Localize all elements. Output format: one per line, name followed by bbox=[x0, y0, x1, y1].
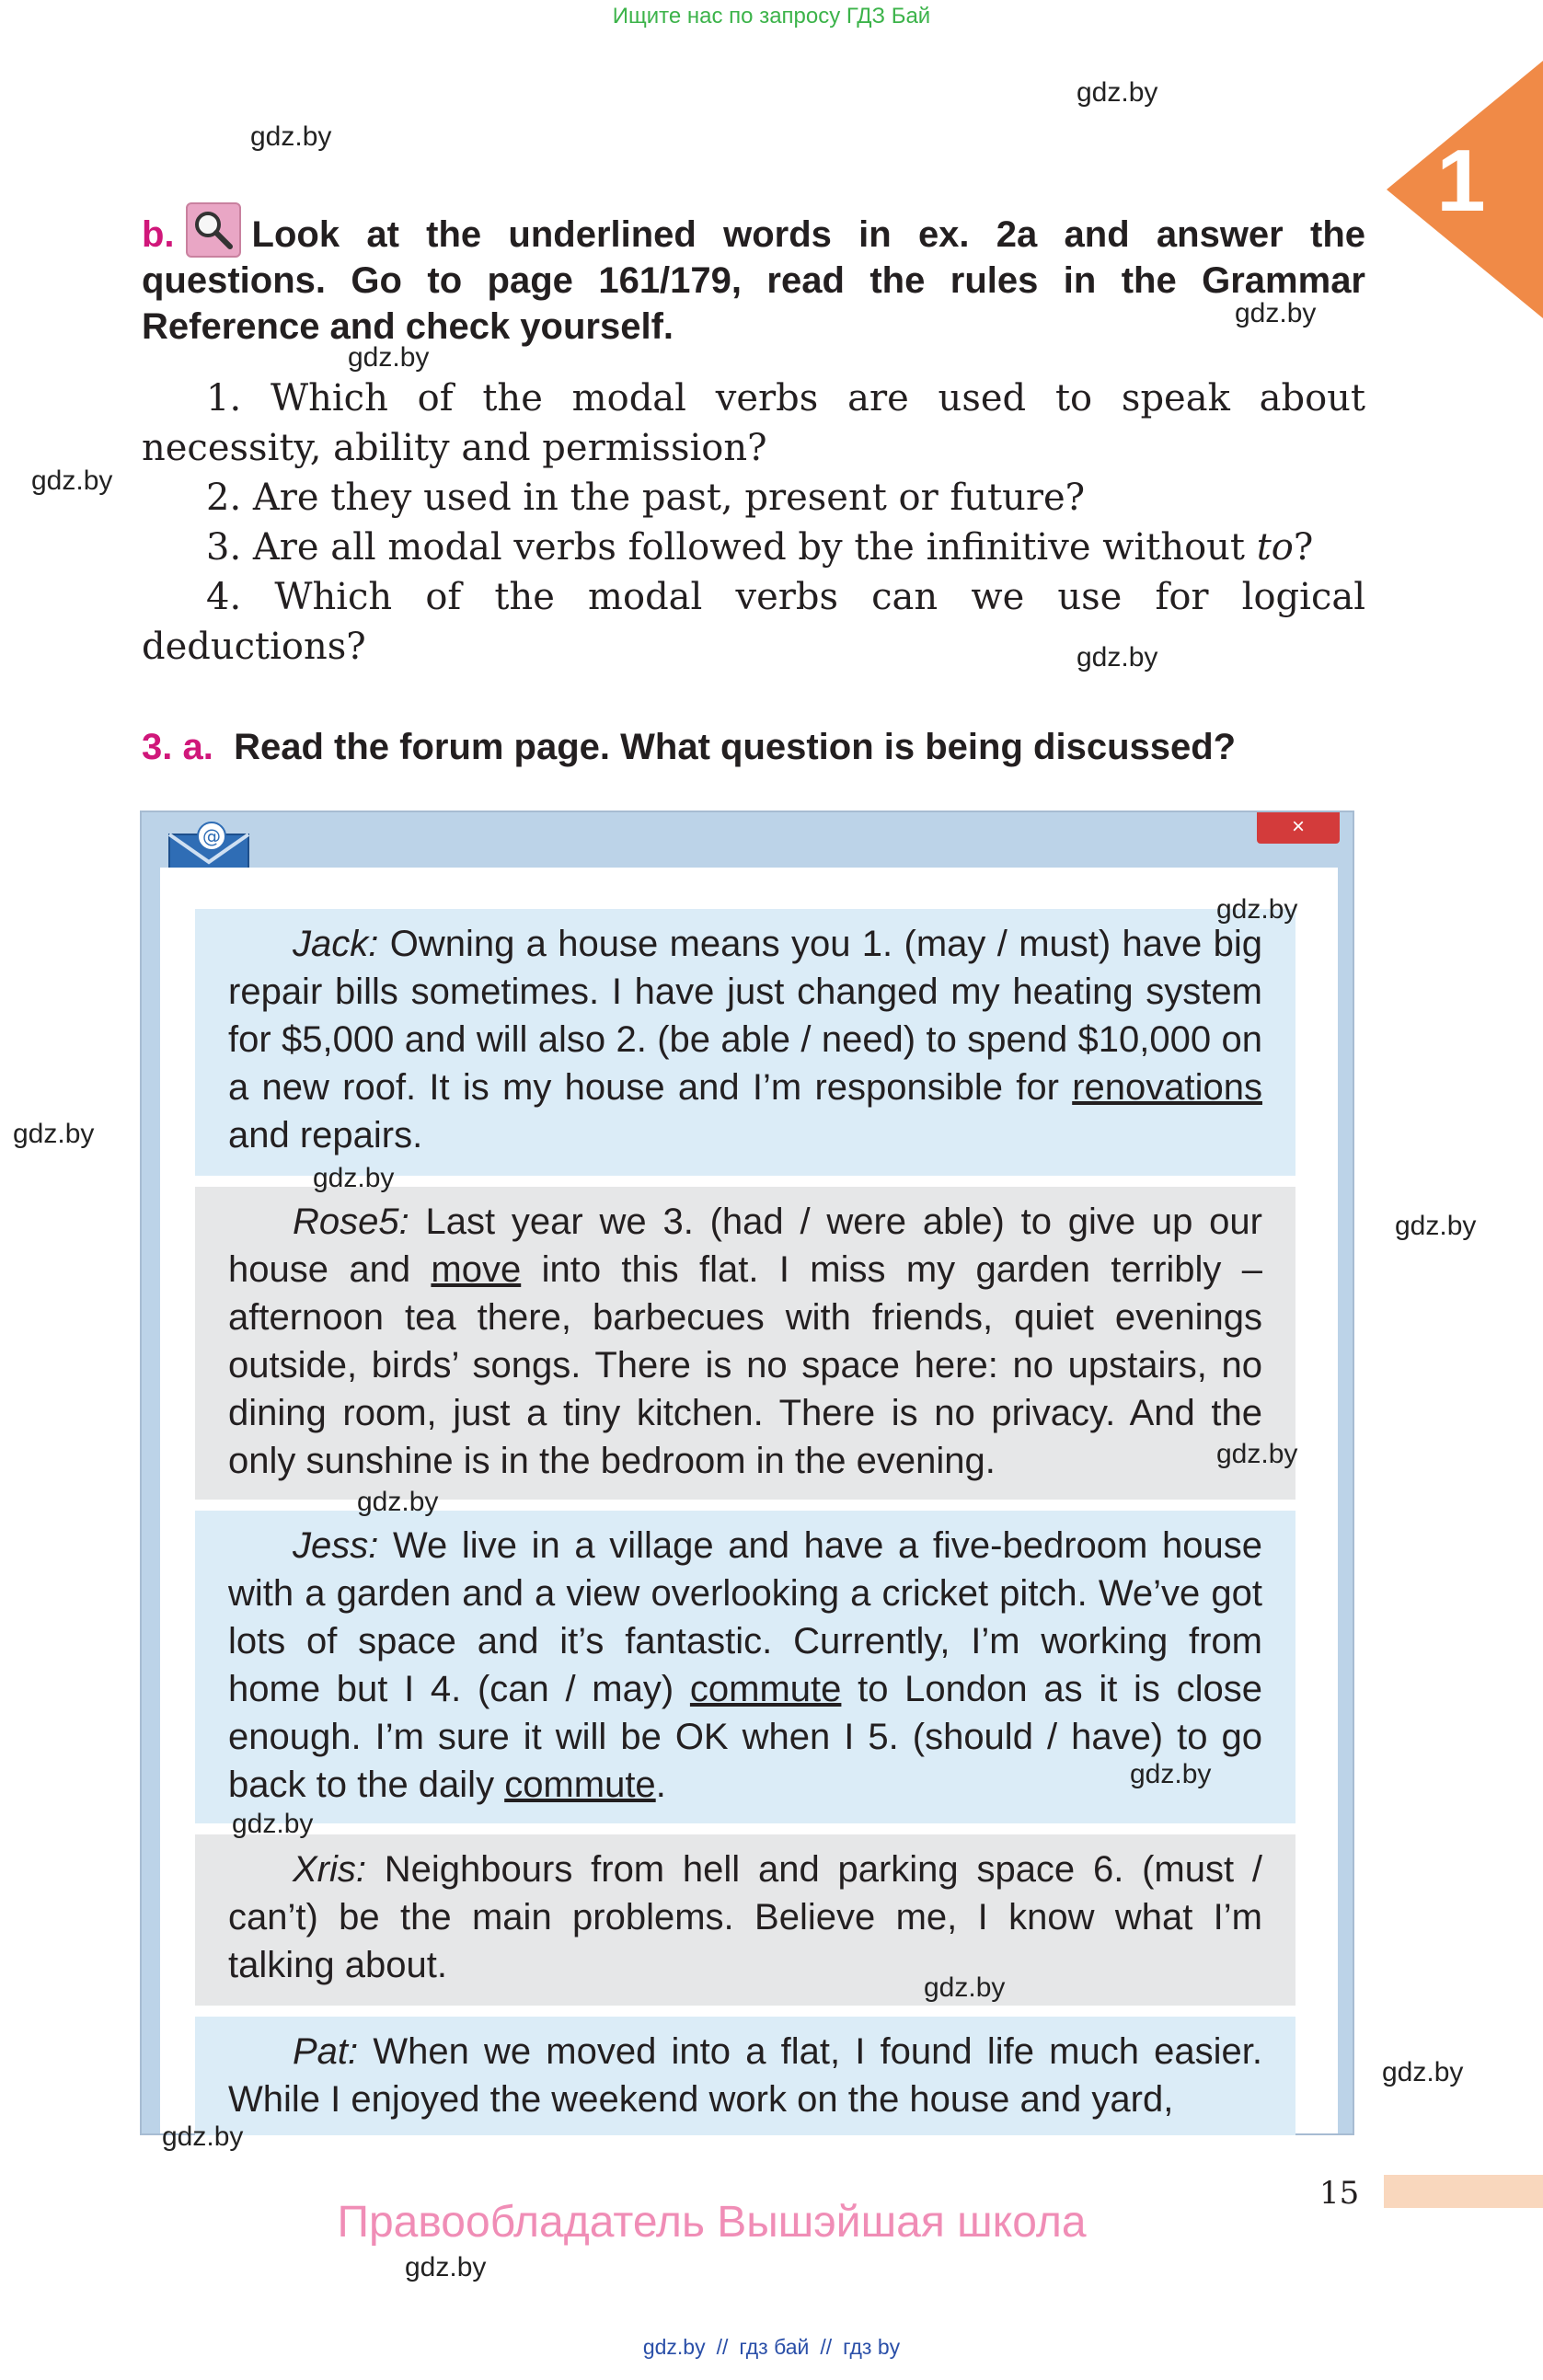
question-list bbox=[142, 374, 1365, 672]
watermark: gdz.by bbox=[31, 466, 113, 496]
forum-post-pat: Pat: When we moved into a flat, I found life much easier. While I enjoyed the weekend work on the house and yard, bbox=[195, 2017, 1295, 2135]
post-author: Pat: bbox=[293, 2031, 359, 2072]
watermark: gdz.by bbox=[1077, 77, 1158, 108]
chapter-number: 1 bbox=[1436, 132, 1486, 230]
question-item: 1. Which of the modal verbs are used to speak about necessity, ability and permission? bbox=[142, 377, 1365, 469]
watermark: gdz.by bbox=[348, 342, 430, 373]
question-item: 2. Are they used in the past, present or future? bbox=[206, 477, 1086, 519]
forum-post-jack: Jack: Owning a house means you 1. (may / must) have big repair bills sometimes. I have just changed my heating system for $5,000 and will also 2. (be able / need) to spend $10,000 on a new roof. It is my house and I’m responsible for renovations and repairs. bbox=[195, 909, 1295, 1176]
post-author: Rose5: bbox=[293, 1201, 409, 1242]
post-author: Jess: bbox=[293, 1525, 379, 1566]
watermark: gdz.by bbox=[1216, 1439, 1298, 1469]
footer-separator: // bbox=[820, 2335, 833, 2359]
forum-post-jess: Jess: We live in a village and have a five-bedroom house with a garden and a view overlooking a cricket pitch. We’ve got lots of space and it’s fantastic. Currently, I’m working from home but I 4. (can / may) commute to London as it is close enough. I’m sure it will be OK when I 5. (should / have) to go back to the daily commute. bbox=[195, 1511, 1295, 1823]
page-number: 15 bbox=[1319, 2175, 1360, 2212]
question-item: 3. Are all modal verbs followed by the infinitive without to? bbox=[206, 526, 1314, 569]
watermark: gdz.by bbox=[924, 1972, 1006, 2003]
top-banner[interactable]: Ищите нас по запросу ГДЗ Бай bbox=[612, 4, 931, 29]
watermark: gdz.by bbox=[405, 2252, 487, 2282]
forum-post-xris: Xris: Neighbours from hell and parking space 6. (must / can’t) be the main problems. Believe me, I know what I’m talking about. bbox=[195, 1834, 1295, 2006]
footer-separator: // bbox=[716, 2335, 729, 2359]
watermark: gdz.by bbox=[357, 1487, 439, 1517]
watermark: gdz.by bbox=[1130, 1759, 1212, 1789]
watermark: gdz.by bbox=[1382, 2057, 1464, 2087]
exercise-b-instruction bbox=[142, 202, 1365, 350]
exercise-letter: b. bbox=[142, 214, 175, 255]
watermark: gdz.by bbox=[1077, 642, 1158, 673]
footer-links bbox=[0, 2335, 1543, 2360]
forum-post-rose5: Rose5: Last year we 3. (had / were able) to give up our house and move into this flat. I miss my garden terribly – afternoon tea there, barbecues with friends, quiet evenings outside, birds’ songs. There is no space here: no upstairs, no dining room, just a tiny kitchen. There is no privacy. And the only sunshine is in the bedroom in the evening. bbox=[195, 1187, 1295, 1500]
watermark: gdz.by bbox=[13, 1119, 95, 1149]
exercise-b-text: Look at the underlined words in ex. 2a and answer the questions. Go to page 161/179, read the rules in the Grammar Reference and check yourself. bbox=[142, 214, 1365, 347]
exercise-3a-instruction: 3. a. Read the forum page. What question is being discussed? bbox=[142, 727, 1237, 767]
footer-link[interactable]: гдз бай bbox=[739, 2335, 810, 2359]
watermark: gdz.by bbox=[1235, 298, 1317, 328]
svg-text:@: @ bbox=[202, 825, 221, 847]
watermark: gdz.by bbox=[313, 1163, 395, 1193]
post-author: Jack: bbox=[293, 924, 379, 964]
watermark: gdz.by bbox=[162, 2121, 244, 2152]
post-author: Xris: bbox=[293, 1849, 366, 1890]
question-item: 4. Which of the modal verbs can we use for logical deductions? bbox=[142, 576, 1365, 668]
watermark: gdz.by bbox=[1216, 894, 1298, 925]
copyright-notice: Правообладатель Вышэйшая школа bbox=[337, 2198, 1087, 2247]
footer-link[interactable]: гдз by bbox=[843, 2335, 901, 2359]
close-button[interactable]: × bbox=[1257, 812, 1340, 844]
magnifier-icon bbox=[186, 202, 241, 258]
watermark: gdz.by bbox=[232, 1809, 314, 1839]
watermark: gdz.by bbox=[250, 121, 332, 152]
watermark: gdz.by bbox=[1395, 1211, 1477, 1241]
footer-link[interactable]: gdz.by bbox=[642, 2335, 706, 2359]
